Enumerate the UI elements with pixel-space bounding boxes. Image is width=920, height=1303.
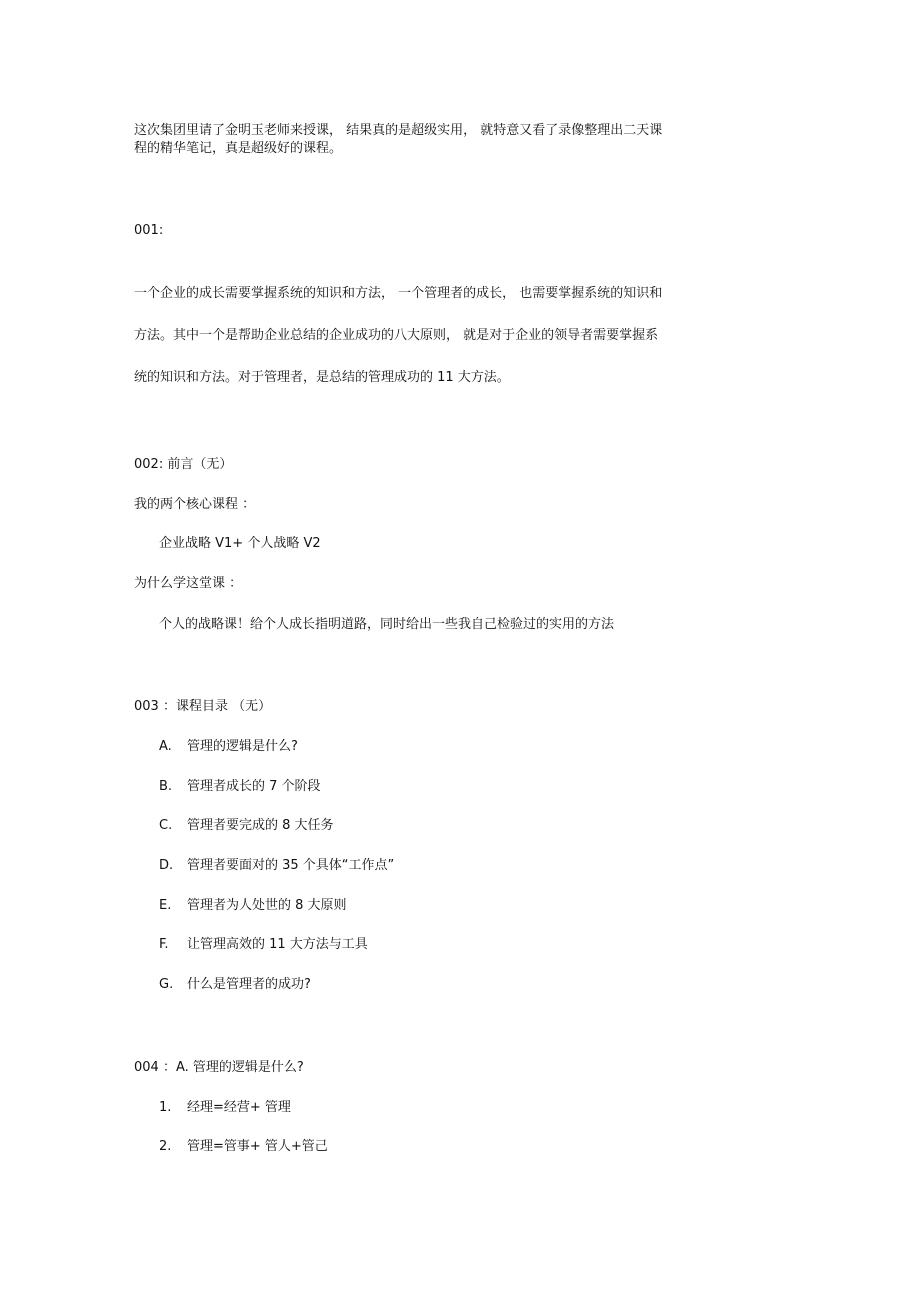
toc-item-marker: E.	[159, 898, 172, 913]
section-001-paragraph-line-3: 统的知识和方法。对于管理者，是总结的管理成功的 11 大方法。	[134, 370, 510, 385]
why-learn-value: 个人的战略课！给个人成长指明道路，同时给出一些我自己检验过的实用的方法	[159, 617, 615, 632]
section-004-heading: 004 ：A. 管理的逻辑是什么?	[134, 1060, 304, 1075]
intro-line-1: 这次集团里请了金明玉老师来授课， 结果真的是超级实用， 就特意又看了录像整理出二天课	[134, 123, 663, 138]
toc-item	[159, 739, 298, 755]
toc-item-text: 管理者要完成的 8 大任务	[187, 818, 334, 833]
toc-item-marker: B.	[159, 779, 173, 794]
section-001-paragraph-line-1: 一个企业的成长需要掌握系统的知识和方法， 一个管理者的成长， 也需要掌握系统的知识和	[134, 286, 663, 301]
toc-item-marker: C.	[159, 818, 173, 833]
toc-item	[159, 937, 368, 953]
toc-item-marker: D.	[159, 858, 174, 873]
section-001-heading: 001:	[134, 223, 164, 238]
list-item-text: 管理=管事+ 管人+管己	[187, 1139, 328, 1154]
why-learn-label: 为什么学这堂课 ：	[134, 576, 243, 591]
list-item-text: 经理=经营+ 管理	[187, 1100, 291, 1115]
section-001-paragraph-line-2: 方法。其中一个是帮助企业总结的企业成功的八大原则， 就是对于企业的领导者需要掌握系	[134, 328, 659, 343]
core-courses-label: 我的两个核心课程 ：	[134, 497, 256, 512]
toc-item-marker: G.	[159, 977, 174, 992]
toc-item-text: 管理的逻辑是什么?	[187, 739, 298, 754]
toc-item-text: 让管理高效的 11 大方法与工具	[187, 937, 368, 952]
list-item	[159, 1100, 291, 1116]
toc-item-text: 管理者成长的 7 个阶段	[187, 779, 321, 794]
section-002-heading: 002: 前言（无）	[134, 457, 233, 472]
toc-item	[159, 818, 334, 834]
toc-item-marker: A.	[159, 739, 172, 754]
toc-item	[159, 898, 347, 914]
toc-item	[159, 977, 311, 993]
toc-item-text: 管理者要面对的 35 个具体“工作点”	[187, 858, 395, 873]
toc-item-text: 管理者为人处世的 8 大原则	[187, 898, 347, 913]
section-003-heading: 003 ：课程目录 （无）	[134, 699, 272, 714]
toc-item-marker: F.	[159, 937, 169, 952]
toc-item	[159, 858, 394, 874]
toc-item-text: 什么是管理者的成功?	[187, 977, 311, 992]
intro-line-2: 程的精华笔记，真是超级好的课程。	[134, 141, 343, 156]
list-item-marker: 1.	[159, 1100, 172, 1115]
list-item	[159, 1139, 328, 1155]
core-courses-value: 企业战略 V1+ 个人战略 V2	[159, 536, 321, 551]
toc-item	[159, 779, 321, 795]
list-item-marker: 2.	[159, 1139, 172, 1154]
